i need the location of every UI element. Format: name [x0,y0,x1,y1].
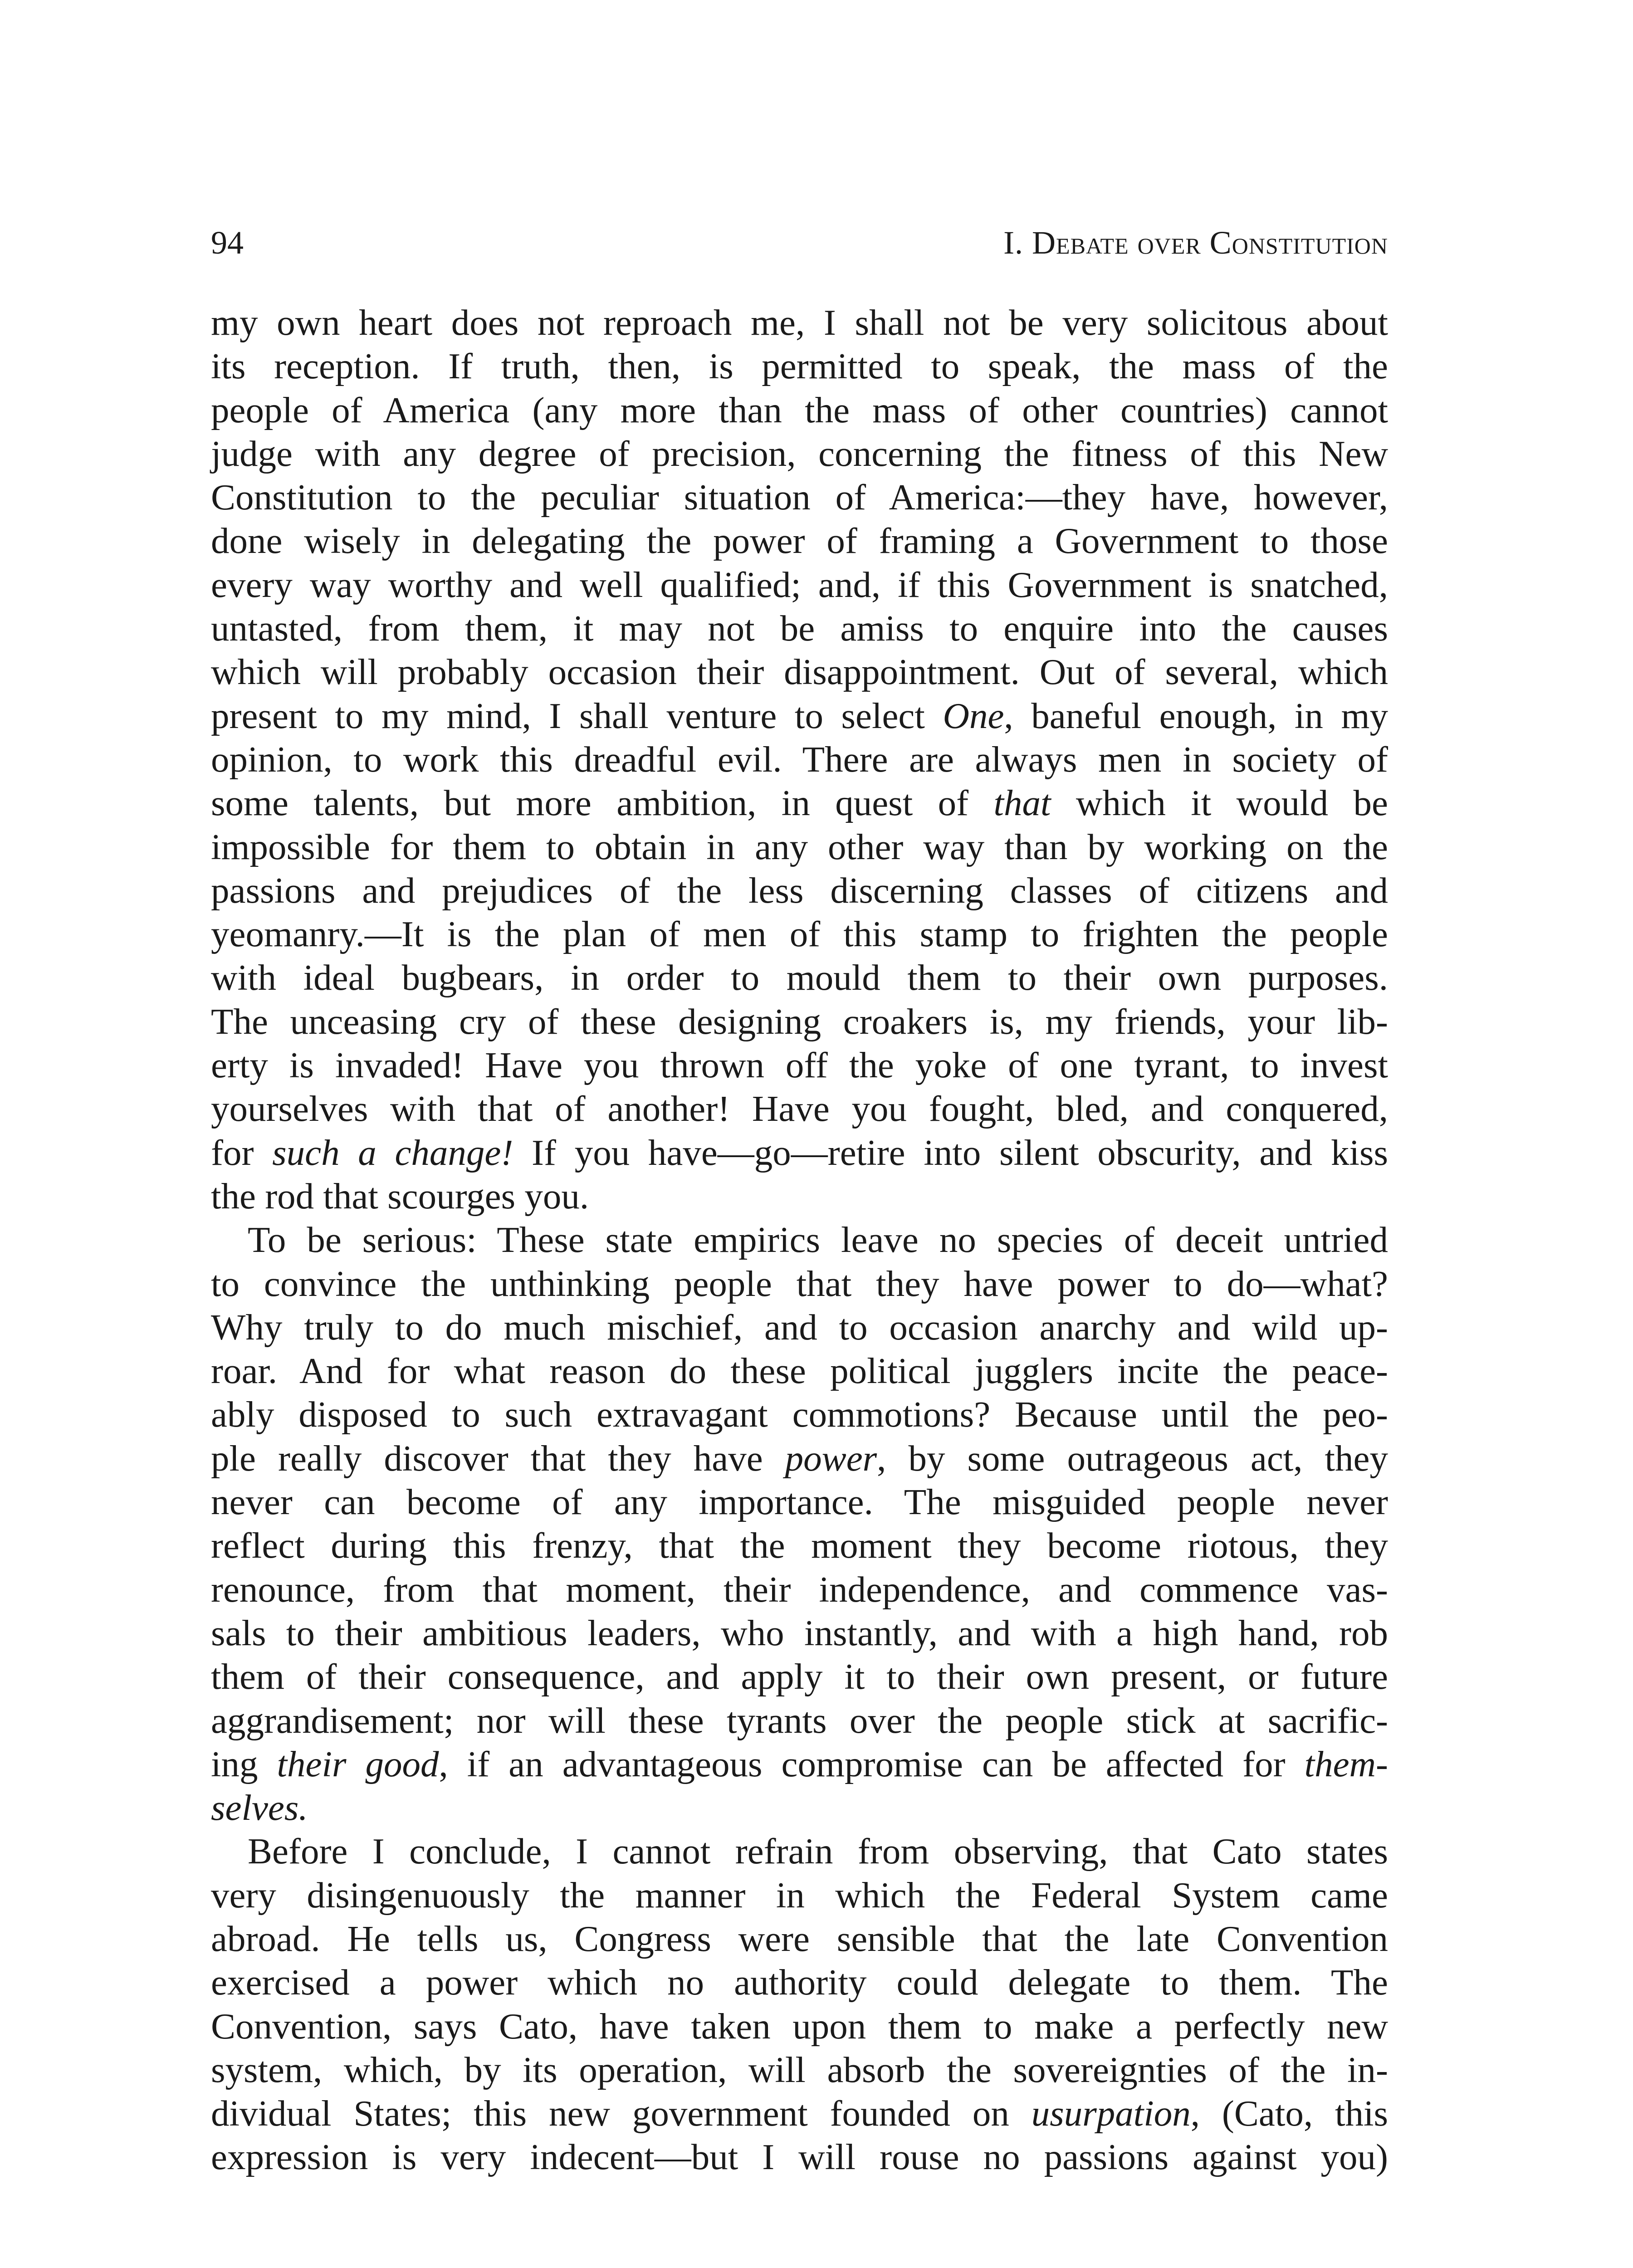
text-segment: ing [211,1743,277,1784]
text-line [211,1699,1388,1742]
text-segment: exercised a power which no authority could delegate to them. The [211,1962,1388,2003]
text-segment: its reception. If truth, then, is permitted to speak, the mass of the [211,346,1388,387]
italic-text: them- [1304,1743,1389,1784]
text-segment: aggrandisement; nor will these tyrants over the people stick at sacrific- [211,1700,1388,1741]
text-line [211,956,1388,999]
text-line [211,1349,1388,1393]
italic-text: that [993,782,1051,824]
text-segment: with ideal bugbears, in order to mould them to their own purposes. [211,957,1388,998]
text-segment: The unceasing cry of these designing croakers is, my friends, your lib- [211,1001,1388,1042]
running-title: I. Debate over Constitution [1003,225,1388,261]
italic-text: One [943,695,1004,736]
text-segment: , by some outrageous act, they [877,1437,1388,1479]
text-line [211,1873,1388,1917]
text-segment: opinion, to work this dreadful evil. There are always men in society of [211,738,1388,780]
text-segment: Before I conclude, I cannot refrain from observing, that Cato states [248,1831,1388,1872]
text-segment: To be serious: These state empirics leave no species of deceit untried [248,1219,1388,1261]
text-line [211,1480,1388,1524]
text-segment: renounce, from that moment, their independence, and commence vas- [211,1569,1388,1610]
italic-text: selves. [211,1787,308,1828]
text-line [211,1131,1388,1174]
text-segment: Constitution to the peculiar situation of America:—they have, however, [211,477,1388,518]
text-segment: Why truly to do much mischief, and to occasion anarchy and wild up- [211,1306,1388,1348]
text-line [211,1174,1388,1218]
text-segment: to convince the unthinking people that they have power to do—what? [211,1263,1388,1304]
text-line [211,1524,1388,1567]
text-segment: reflect during this frenzy, that the moment they become riotous, they [211,1525,1388,1566]
text-segment: dividual States; this new government founded on [211,2093,1032,2134]
page-number: 94 [211,225,244,261]
text-segment: every way worthy and well qualified; and, if this Government is snatched, [211,564,1388,605]
text-line [211,694,1388,738]
text-line [211,475,1388,519]
text-line [211,825,1388,869]
text-segment: yourselves with that of another! Have you fought, bled, and conquered, [211,1088,1388,1129]
text-segment: Convention, says Cato, have taken upon them to make a perfectly new [211,2005,1388,2047]
text-segment: impossible for them to obtain in any other way than by working on the [211,826,1388,867]
text-line [211,1393,1388,1436]
text-line [211,1305,1388,1349]
text-segment: expression is very indecent—but I will rouse no passions against you) [211,2136,1388,2178]
text-segment: which it would be [1051,782,1388,824]
text-segment: which will probably occasion their disappointment. Out of several, which [211,651,1388,693]
text-line [211,606,1388,650]
text-segment: never can become of any importance. The misguided people never [211,1481,1388,1523]
text-segment: system, which, by its operation, will absorb the sovereignties of the in- [211,2049,1388,2090]
text-line [211,432,1388,475]
italic-text: power [785,1437,877,1479]
text-line [211,781,1388,825]
text-line [211,1960,1388,2004]
text-line [211,1000,1388,1043]
running-head [211,222,1388,263]
text-line [211,1829,1388,1873]
text-segment: the rod that scourges you. [211,1175,589,1217]
text-line [211,388,1388,432]
text-segment: done wisely in delegating the power of framing a Government to those [211,520,1388,562]
text-segment: sals to their ambitious leaders, who instantly, and with a high hand, rob [211,1612,1388,1653]
text-line [211,1262,1388,1305]
italic-text: usurpation [1031,2093,1191,2134]
text-line [211,912,1388,956]
text-segment: , baneful enough, in my [1004,695,1388,736]
text-line [211,301,1388,344]
text-line [211,1917,1388,1960]
text-segment: erty is invaded! Have you thrown off the yoke of one tyrant, to invest [211,1045,1388,1086]
text-line [211,1218,1388,1261]
text-line [211,869,1388,912]
text-segment: yeomanry.—It is the plan of men of this stamp to frighten the people [211,914,1388,955]
text-line [211,1043,1388,1087]
text-segment: for [211,1132,273,1173]
text-segment: If you have—go—retire into silent obscurity, and kiss [513,1132,1389,1173]
text-line [211,2004,1388,2048]
text-line [211,2092,1388,2135]
text-line [211,2135,1388,2179]
text-line [211,563,1388,606]
text-segment: some talents, but more ambition, in quest of [211,782,994,824]
text-segment: passions and prejudices of the less discerning classes of citizens and [211,870,1388,911]
text-segment: present to my mind, I shall venture to select [211,695,943,736]
italic-text: such a change! [272,1132,513,1173]
text-line [211,1742,1388,1786]
text-line [211,1087,1388,1130]
text-line [211,1655,1388,1698]
text-segment: people of America (any more than the mass of other countries) cannot [211,389,1388,430]
text-segment: ple really discover that they have [211,1437,785,1479]
body-text [211,301,1388,2179]
text-line [211,738,1388,781]
text-segment: very disingenuously the manner in which the Federal System came [211,1874,1388,1916]
text-line [211,1786,1388,1829]
text-line [211,1568,1388,1611]
text-segment: untasted, from them, it may not be amiss to enquire into the causes [211,608,1388,649]
text-segment: judge with any degree of precision, concerning the fitness of this New [211,433,1388,474]
text-segment: abroad. He tells us, Congress were sensible that the late Convention [211,1918,1388,1959]
text-segment: my own heart does not reproach me, I shall not be very solicitous about [211,302,1388,343]
text-line [211,2048,1388,2092]
text-segment: them of their consequence, and apply it to their own present, or future [211,1656,1388,1697]
text-line [211,519,1388,562]
text-segment: , if an advantageous compromise can be affected for [439,1743,1305,1784]
text-segment: ably disposed to such extravagant commotions? Because until the peo- [211,1394,1388,1435]
text-line [211,1611,1388,1655]
text-line [211,344,1388,388]
text-segment: , (Cato, this [1190,2093,1388,2134]
text-segment: roar. And for what reason do these political jugglers incite the peace- [211,1350,1388,1392]
italic-text: their good [277,1743,439,1784]
text-line [211,1437,1388,1480]
text-line [211,650,1388,694]
